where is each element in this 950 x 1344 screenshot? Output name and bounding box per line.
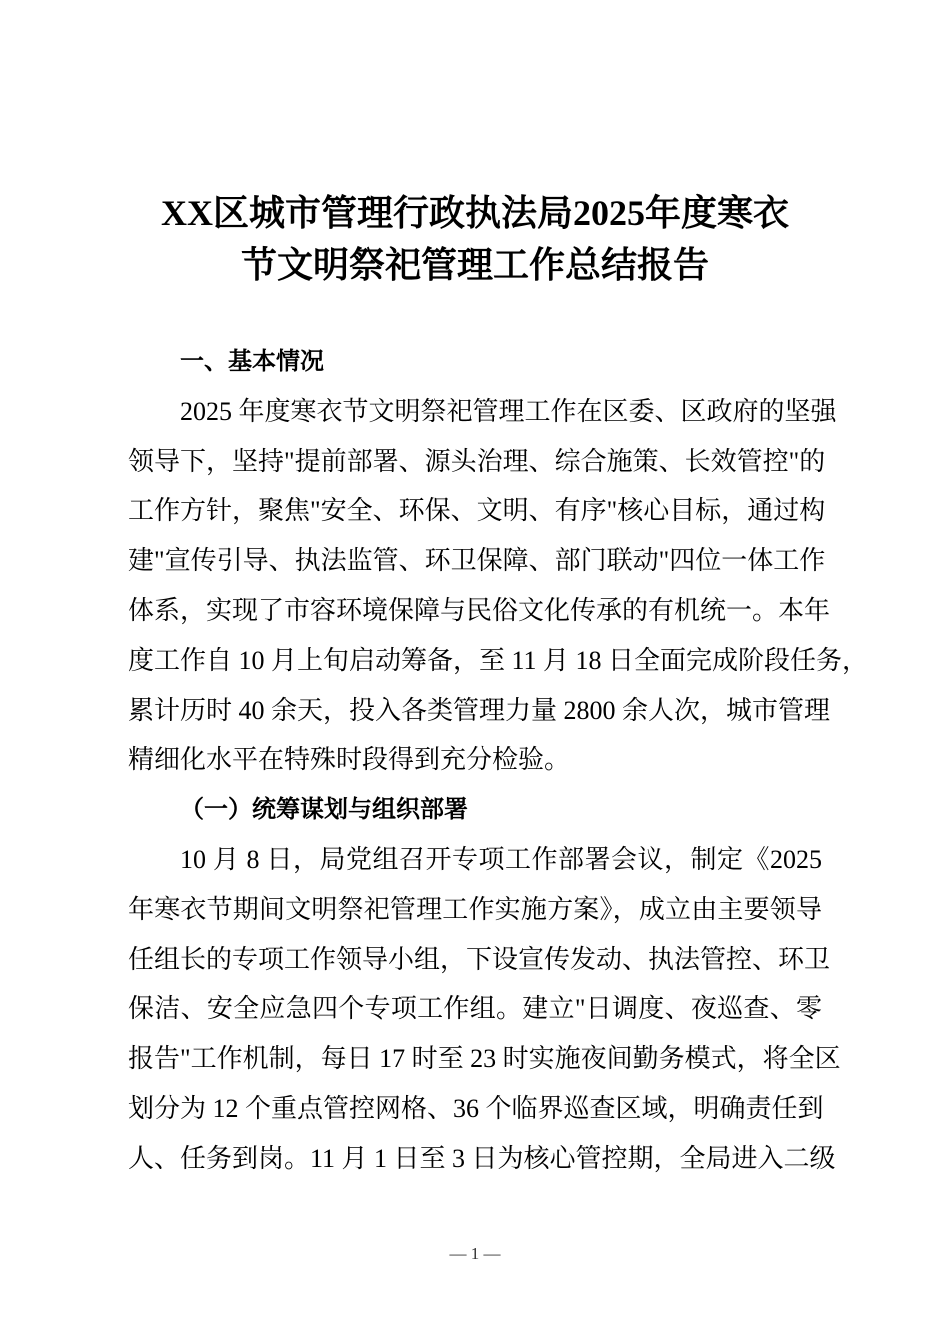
paragraph-line: 报告"工作机制，每日 17 时至 23 时实施夜间勤务模式，将全区 xyxy=(128,1044,841,1074)
paragraph-line: 累计历时 40 余天，投入各类管理力量 2800 余人次，城市管理 xyxy=(128,695,831,725)
paragraph-line: 保洁、安全应急四个专项工作组。建立"日调度、夜巡查、零 xyxy=(128,994,822,1024)
paragraph-line: 度工作自 10 月上旬启动筹备，至 11 月 18 日全面完成阶段任务， xyxy=(128,645,869,675)
paragraph-line: 划分为 12 个重点管控网格、36 个临界巡查区域，明确责任到 xyxy=(128,1093,824,1123)
page-number: — 1 — xyxy=(449,1244,501,1263)
paragraph-line: 10 月 8 日，局党组召开专项工作部署会议，制定《2025 xyxy=(180,844,822,874)
paragraph-line: 任组长的专项工作领导小组，下设宣传发动、执法管控、环卫 xyxy=(128,944,831,974)
subsection-heading-planning: （一）统筹谋划与组织部署 xyxy=(180,795,468,824)
title-line-2: 节文明祭祀管理工作总结报告 xyxy=(240,245,709,285)
paragraph-line: 2025 年度寒衣节文明祭祀管理工作在区委、区政府的坚强 xyxy=(180,396,837,426)
document-body xyxy=(128,337,869,1184)
paragraph-line: 体系，实现了市容环境保障与民俗文化传承的有机统一。本年 xyxy=(128,595,831,625)
section-heading-basic: 一、基本情况 xyxy=(180,347,324,375)
title-line-1: XX区城市管理行政执法局2025年度寒衣 xyxy=(161,193,789,233)
paragraph-line: 精细化水平在特殊时段得到充分检验。 xyxy=(128,745,571,775)
paragraph-line: 年寒衣节期间文明祭祀管理工作实施方案》，成立由主要领导 xyxy=(128,894,822,924)
document-title xyxy=(128,187,822,291)
paragraph-line: 工作方针，聚焦"安全、环保、文明、有序"核心目标，通过构 xyxy=(128,496,826,526)
paragraph-line: 领导下，坚持"提前部署、源头治理、综合施策、长效管控"的 xyxy=(128,446,826,476)
paragraph-line: 建"宣传引导、执法监管、环卫保障、部门联动"四位一体工作 xyxy=(128,546,826,576)
paragraph-line: 人、任务到岗。11 月 1 日至 3 日为核心管控期，全局进入二级 xyxy=(128,1143,836,1173)
